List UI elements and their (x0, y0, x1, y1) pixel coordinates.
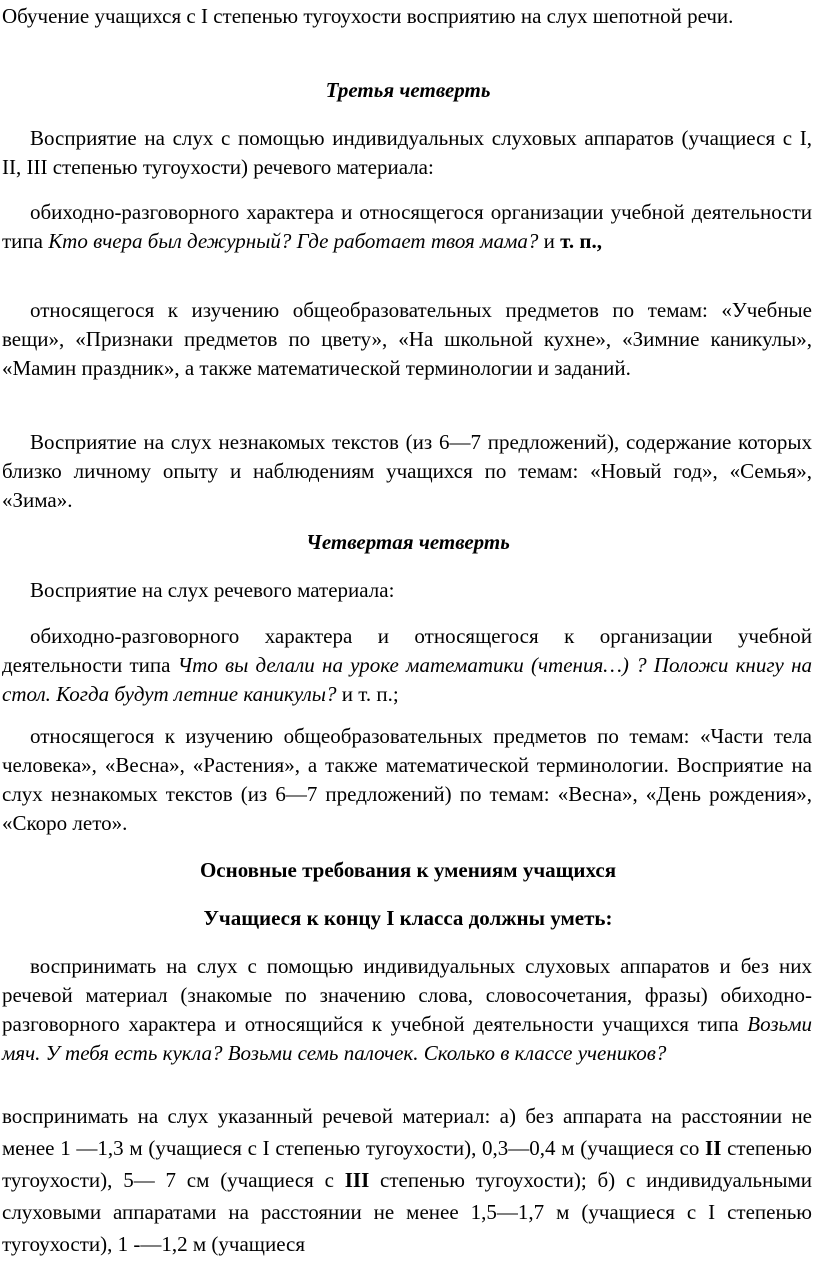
paragraph-distance-requirements (2, 1100, 812, 1260)
paragraph-unfamiliar-texts-q3: Восприятие на слух незнакомых текстов (из 6—7 предложений), содержание которых близко личному опыту и наблюдениям учащихся по темам: «Новый год», «Семья», «Зима». (2, 430, 812, 512)
italic-example: Кто вчера был дежурный? Где работает твоя мама? (48, 229, 539, 253)
text-run: обиходно-разговорного характера и относящегося организации учебной деятельности типа (2, 200, 812, 253)
heading-third-quarter: Третья четверть (325, 78, 491, 102)
paragraph-intro: Обучение учащихся с I степенью тугоухости восприятию на слух шепотной речи. (2, 4, 734, 28)
text-run: степенью тугоухости); б) с индивидуальными слуховыми аппаратами на расстоянии не менее 1,5—1,7 м (учащиеся с I степенью тугоухости), 1 -—1,2 м (учащиеся (2, 1168, 812, 1256)
italic-example: Возьми мяч. У тебя есть кукла? Возьми семь палочек. Сколько в классе учеников? (2, 1012, 812, 1065)
text-run: и т. п.; (336, 682, 399, 706)
heading-end-of-class: Учащиеся к концу I класса должны уметь: (203, 906, 613, 930)
paragraph-perception-aids: Восприятие на слух с помощью индивидуальных слуховых аппаратов (учащиеся с I, II, III степенью тугоухости) речевого материала: (2, 126, 812, 179)
paragraph-subjects-q4: относящегося к изучению общеобразовательных предметов по темам: «Части тела человека», «Весна», «Растения», а также математической терминологии. Восприятие на слух незнакомых текстов (из 6—7 предложений) по темам: «Весна», «День рождения», «Скоро лето». (2, 724, 812, 835)
heading-fourth-quarter: Четвертая четверть (306, 530, 510, 554)
paragraph-perceive-with-aids (2, 952, 812, 1068)
bold-text: III (344, 1168, 370, 1192)
paragraph-subjects-q3: относящегося к изучению общеобразовательных предметов по темам: «Учебные вещи», «Признаки предметов по цвету», «На школьной кухне», «Зимние каникулы», «Мамин праздник», а также математической терминологии и заданий. (2, 298, 812, 380)
text-run: степенью тугоухости), 5— 7 см (учащиеся с (2, 1136, 812, 1192)
italic-example: Что вы делали на уроке математики (чтения…) ? Положи книгу на стол. Когда будут летние каникулы? (2, 653, 812, 706)
bold-text: т. п., (560, 229, 602, 253)
paragraph-everyday-speech-q4 (2, 622, 812, 709)
text-run: воспринимать на слух указанный речевой материал: а) без аппарата на расстоянии не менее 1 —1,3 м (учащиеся с I степенью тугоухости), 0,3—0,4 м (учащиеся со (2, 1104, 812, 1160)
heading-requirements: Основные требования к умениям учащихся (199, 858, 617, 882)
bold-text: II (705, 1136, 722, 1160)
text-run: воспринимать на слух с помощью индивидуальных слуховых аппаратов и без них речевой материал (знакомые по значению слова, словосочетания, фразы) обиходно-разговорного характера и относящийся к учебной деятельности учащихся типа (2, 954, 812, 1036)
paragraph-speech-material-q4: Восприятие на слух речевого материала: (30, 578, 395, 602)
text-run: обиходно-разговорного характера и относящегося к организации учебной деятельности типа (2, 624, 812, 677)
paragraph-everyday-speech-q3 (2, 198, 812, 256)
text-run: и (538, 229, 561, 253)
